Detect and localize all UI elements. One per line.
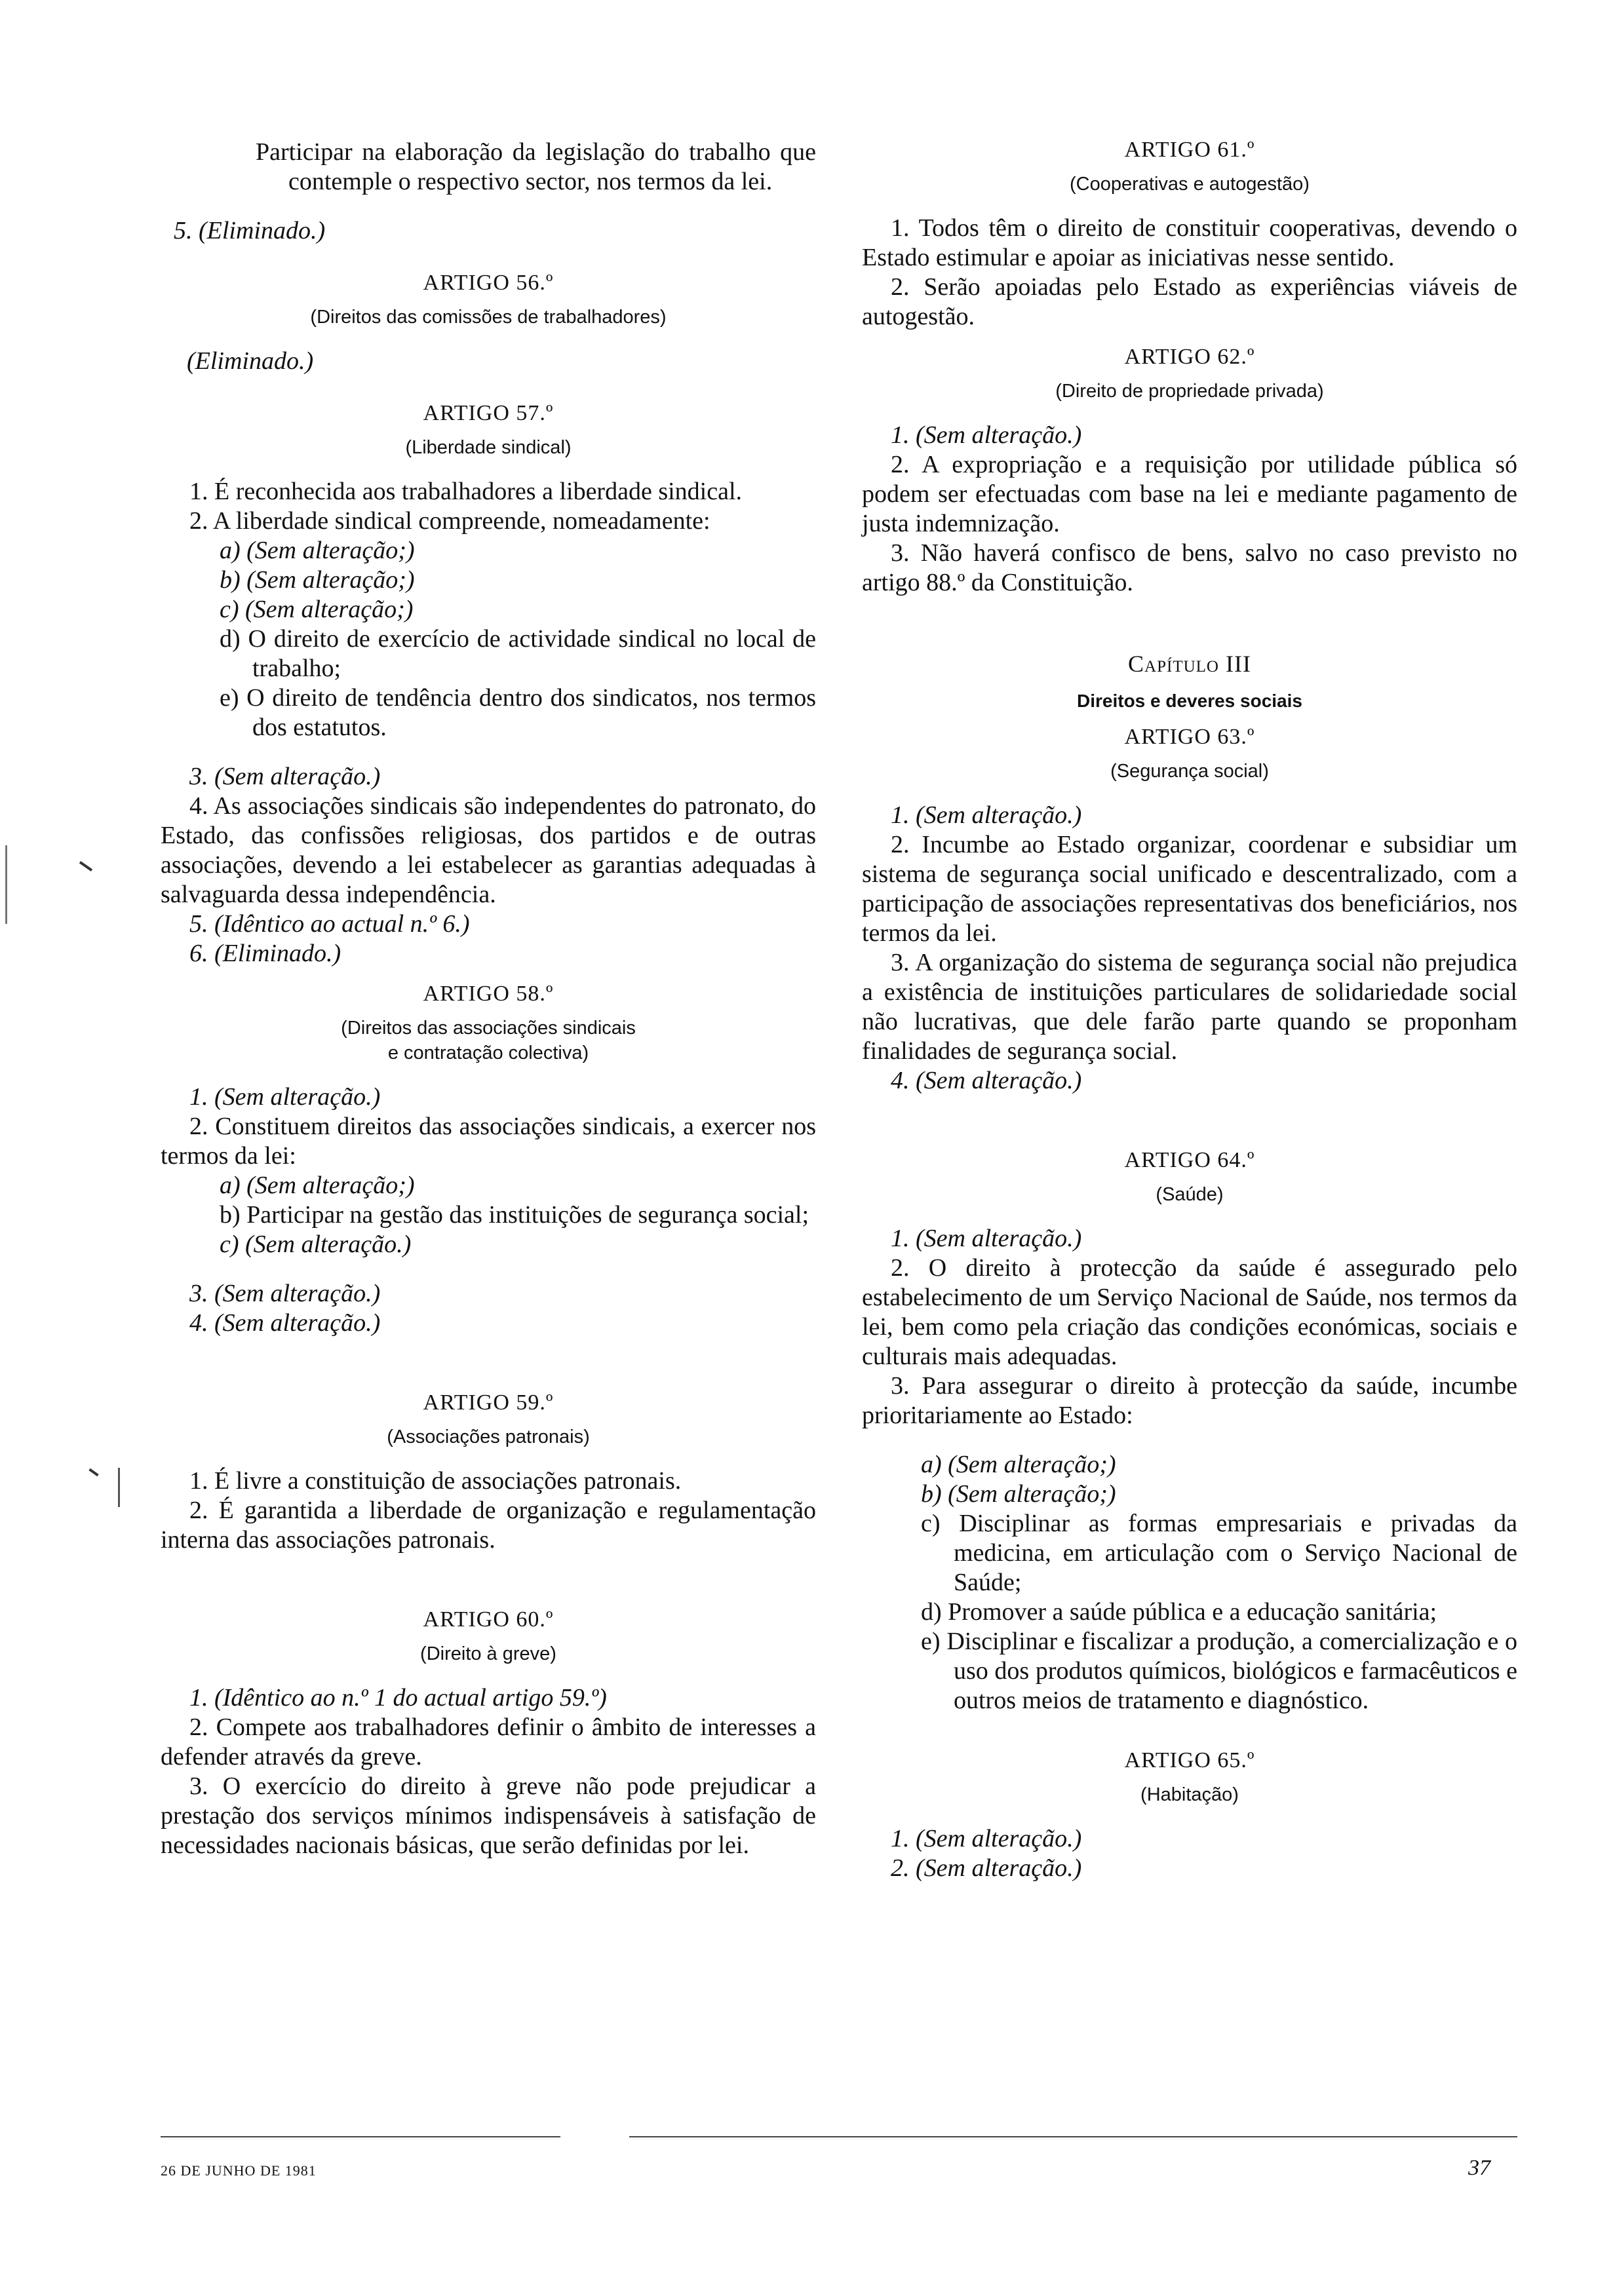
article-57-a: a) (Sem alteração;) — [220, 537, 415, 564]
footer-rule-right — [629, 2136, 1517, 2137]
article-64-d: d) Promover a saúde pública e a educação sanitária; — [921, 1598, 1437, 1626]
article-65-p2: 2. (Sem alteração.) — [891, 1854, 1082, 1882]
article-63-p4: 4. (Sem alteração.) — [891, 1067, 1082, 1094]
article-62-p2: 2. A expropriação e a requisição por utilidade pública só podem ser efectuadas com base na lei e mediante pagamento de justa indemnização. — [862, 451, 1517, 537]
article-62-heading: (Direito de propriedade privada) — [1055, 381, 1324, 402]
article-64-title: ARTIGO 64.º — [1124, 1148, 1255, 1172]
article-58-heading-line2: e contratação colectiva) — [387, 1043, 589, 1063]
article-58-p4: 4. (Sem alteração.) — [189, 1309, 381, 1337]
article-60-p1: 1. (Idêntico ao n.º 1 do actual artigo 59.º) — [189, 1684, 607, 1712]
article-61-p1: 1. Todos têm o direito de constituir cooperativas, devendo o Estado estimular e apoiar as iniciativas nesse sentido. — [862, 214, 1517, 271]
article-60-heading: (Direito à greve) — [420, 1643, 556, 1664]
article-64-p3: 3. Para assegurar o direito à protecção da saúde, incumbe prioritariamente ao Estado: — [862, 1372, 1517, 1429]
article-61-p2: 2. Serão apoiadas pelo Estado as experiências viáveis de autogestão. — [862, 273, 1517, 330]
item-5: 5. (Eliminado.) — [174, 217, 326, 244]
scan-mark-1 — [5, 845, 7, 924]
article-63-p3: 3. A organização do sistema de segurança social não prejudica a existência de instituições particulares de solidariedade social não lucrativas, que dele farão parte quando se proponham finalidades de segurança social. — [862, 949, 1517, 1065]
article-64-heading: (Saúde) — [1156, 1184, 1224, 1205]
article-57-heading: (Liberdade sindical) — [405, 437, 572, 458]
article-57-p3: 3. (Sem alteração.) — [189, 763, 381, 790]
article-58-p1: 1. (Sem alteração.) — [189, 1083, 381, 1111]
article-57-c: c) (Sem alteração;) — [220, 596, 414, 623]
article-58-a: a) (Sem alteração;) — [220, 1172, 415, 1199]
page-number: 37 — [1468, 2156, 1490, 2180]
article-63-p1: 1. (Sem alteração.) — [891, 801, 1082, 829]
article-59-heading: (Associações patronais) — [387, 1426, 590, 1447]
article-61-heading: (Cooperativas e autogestão) — [1070, 174, 1310, 195]
scan-mark-3 — [88, 1468, 98, 1476]
clause-c: Participar na elaboração da legislação do trabalho que contemple o respectivo sector, nos termos da lei. — [256, 138, 816, 195]
article-57-b: b) (Sem alteração;) — [220, 566, 415, 594]
article-60-p3: 3. O exercício do direito à greve não pode prejudicar a prestação dos serviços mínimos indispensáveis à satisfação de necessidades nacionais básicas, que serão definidas por lei. — [161, 1772, 816, 1859]
chapter-heading: Direitos e deveres sociais — [1077, 691, 1302, 711]
article-65-heading: (Habitação) — [1140, 1784, 1239, 1805]
article-61-title: ARTIGO 61.º — [1124, 138, 1255, 162]
article-62-title: ARTIGO 62.º — [1124, 345, 1255, 369]
article-57-p2: 2. A liberdade sindical compreende, nomeadamente: — [189, 507, 710, 535]
footer-rule-left — [161, 2136, 560, 2137]
scan-mark-4 — [118, 1468, 120, 1507]
article-64-e: e) Disciplinar e fiscalizar a produção, a comercialização e o uso dos produtos químicos, biológicos e farmacêuticos e outros meios de tratamento e diagnóstico. — [921, 1628, 1517, 1714]
article-64-a: a) (Sem alteração;) — [921, 1451, 1116, 1478]
article-57-e: e) O direito de tendência dentro dos sindicatos, nos termos dos estatutos. — [220, 684, 816, 741]
article-58-c: c) (Sem alteração.) — [220, 1231, 412, 1258]
article-63-heading: (Segurança social) — [1110, 761, 1269, 782]
article-58-title: ARTIGO 58.º — [423, 982, 554, 1006]
right-column — [862, 138, 1517, 1883]
chapter-title: Capítulo III — [1128, 651, 1251, 677]
article-59-title: ARTIGO 59.º — [423, 1390, 554, 1415]
article-60-p2: 2. Compete aos trabalhadores definir o âmbito de interesses a defender através da greve. — [161, 1713, 816, 1770]
article-64-c: c) Disciplinar as formas empresariais e privadas da medicina, em articulação com o Serviço Nacional de Saúde; — [921, 1510, 1517, 1596]
article-57-p4: 4. As associações sindicais são independentes do patronato, do Estado, das confissões religiosas, dos partidos e de outras associações, devendo a lei estabelecer as garantias adequadas à salvaguarda dessa independência. — [161, 792, 816, 908]
article-65-p1: 1. (Sem alteração.) — [891, 1825, 1082, 1852]
article-63-p2: 2. Incumbe ao Estado organizar, coordenar e subsidiar um sistema de segurança social unificado e descentralizado, com a participação de associações representativas dos beneficiários, nos termos da lei. — [862, 831, 1517, 947]
article-64-p2: 2. O direito à protecção da saúde é assegurado pelo estabelecimento de um Serviço Nacional de Saúde, nos termos da lei, bem como pela criação das condições económicas, sociais e culturais mais adequadas. — [862, 1254, 1517, 1370]
article-56-body: (Eliminado.) — [187, 347, 314, 375]
article-58-b: b) Participar na gestão das instituições de segurança social; — [220, 1201, 809, 1229]
article-56-heading: (Direitos das comissões de trabalhadores) — [310, 307, 667, 328]
article-57-p1: 1. É reconhecida aos trabalhadores a liberdade sindical. — [189, 478, 743, 505]
article-58-heading-line1: (Direitos das associações sindicais — [341, 1018, 636, 1039]
left-column — [161, 138, 816, 1860]
article-65-title: ARTIGO 65.º — [1124, 1748, 1255, 1772]
article-57-p5: 5. (Idêntico ao actual n.º 6.) — [189, 910, 470, 938]
article-64-p1: 1. (Sem alteração.) — [891, 1225, 1082, 1252]
article-58-heading — [161, 1016, 816, 1065]
article-58-p3: 3. (Sem alteração.) — [189, 1280, 381, 1307]
article-62-p1: 1. (Sem alteração.) — [891, 421, 1082, 449]
article-60-title: ARTIGO 60.º — [423, 1607, 554, 1632]
footer-date: 26 DE JUNHO DE 1981 — [161, 2162, 317, 2179]
article-58-p2: 2. Constituem direitos das associações sindicais, a exercer nos termos da lei: — [161, 1113, 816, 1170]
article-59-p2: 2. É garantida a liberdade de organização e regulamentação interna das associações patronais. — [161, 1497, 816, 1554]
article-57-p6: 6. (Eliminado.) — [189, 940, 341, 967]
article-64-b: b) (Sem alteração;) — [921, 1480, 1116, 1508]
scan-mark-2 — [79, 861, 92, 871]
article-56-title: ARTIGO 56.º — [423, 271, 554, 295]
article-63-title: ARTIGO 63.º — [1124, 725, 1255, 749]
article-62-p3: 3. Não haverá confisco de bens, salvo no caso previsto no artigo 88.º da Constituição. — [862, 539, 1517, 596]
article-59-p1: 1. É livre a constituição de associações patronais. — [189, 1467, 682, 1495]
article-57-title: ARTIGO 57.º — [423, 401, 554, 425]
article-57-d: d) O direito de exercício de actividade sindical no local de trabalho; — [220, 625, 816, 682]
